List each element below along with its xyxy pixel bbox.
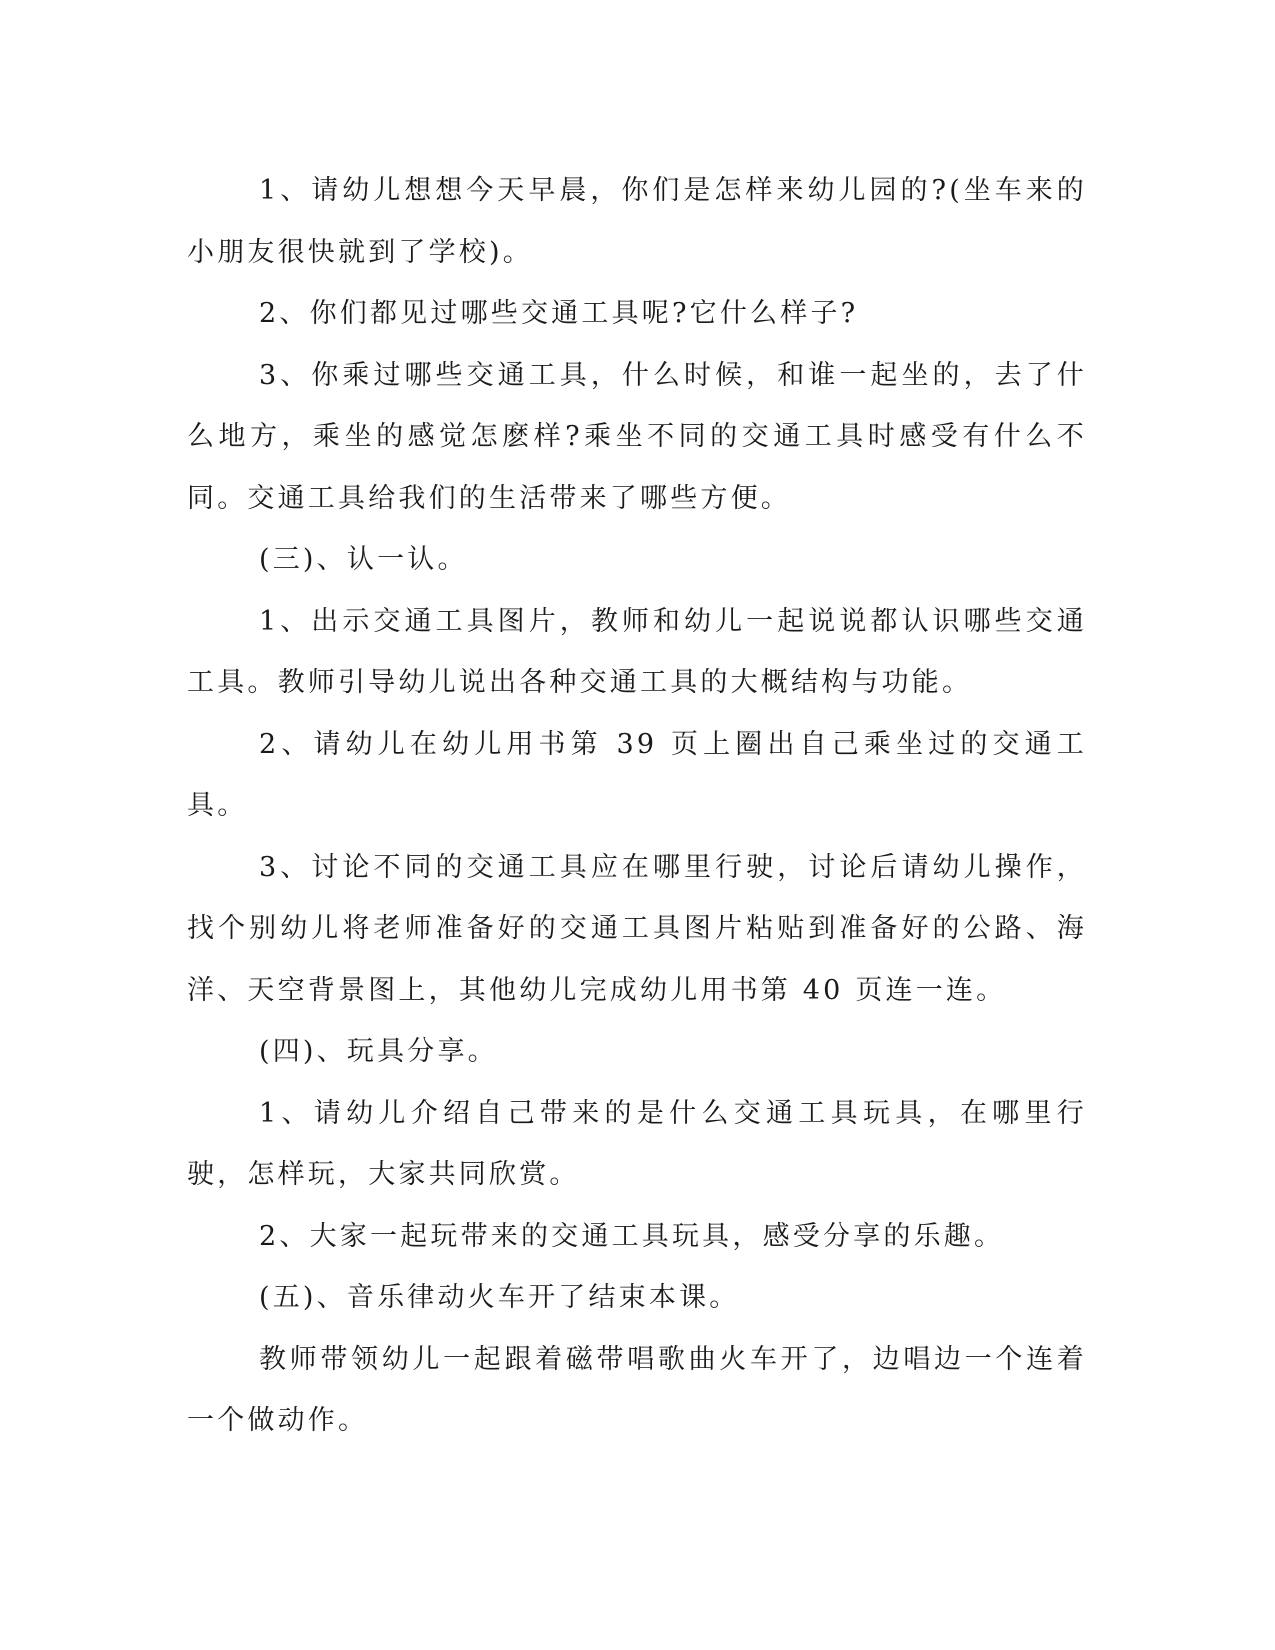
document-body bbox=[187, 160, 1087, 1452]
paragraph-2: 2、你们都见过哪些交通工具呢?它什么样子? bbox=[259, 298, 859, 329]
paragraph-6: 2、请幼儿在幼儿用书第 39 页上圈出自己乘坐过的交通工具。 bbox=[187, 728, 1087, 821]
section-heading-4: (四)、玩具分享。 bbox=[259, 1036, 498, 1067]
paragraph-12: 教师带领幼儿一起跟着磁带唱歌曲火车开了，边唱边一个连着一个做动作。 bbox=[187, 1343, 1087, 1436]
paragraph-7: 3、讨论不同的交通工具应在哪里行驶，讨论后请幼儿操作，找个别幼儿将老师准备好的交通工具图片粘贴到准备好的公路、海洋、天空背景图上，其他幼儿完成幼儿用书第 40 页连一连。 bbox=[187, 851, 1087, 1006]
paragraph-3: 3、你乘过哪些交通工具，什么时候，和谁一起坐的，去了什么地方，乘坐的感觉怎麽样?乘坐不同的交通工具时感受有什么不同。交通工具给我们的生活带来了哪些方便。 bbox=[187, 359, 1087, 514]
paragraph-9: 1、请幼儿介绍自己带来的是什么交通工具玩具，在哪里行驶，怎样玩，大家共同欣赏。 bbox=[187, 1097, 1087, 1190]
section-heading-3: (三)、认一认。 bbox=[259, 544, 468, 575]
paragraph-1: 1、请幼儿想想今天早晨，你们是怎样来幼儿园的?(坐车来的小朋友很快就到了学校)。 bbox=[187, 175, 1087, 268]
section-heading-5: (五)、音乐律动火车开了结束本课。 bbox=[259, 1282, 740, 1313]
paragraph-5: 1、出示交通工具图片，教师和幼儿一起说说都认识哪些交通工具。教师引导幼儿说出各种交通工具的大概结构与功能。 bbox=[187, 605, 1087, 698]
paragraph-10: 2、大家一起玩带来的交通工具玩具，感受分享的乐趣。 bbox=[259, 1220, 1005, 1252]
